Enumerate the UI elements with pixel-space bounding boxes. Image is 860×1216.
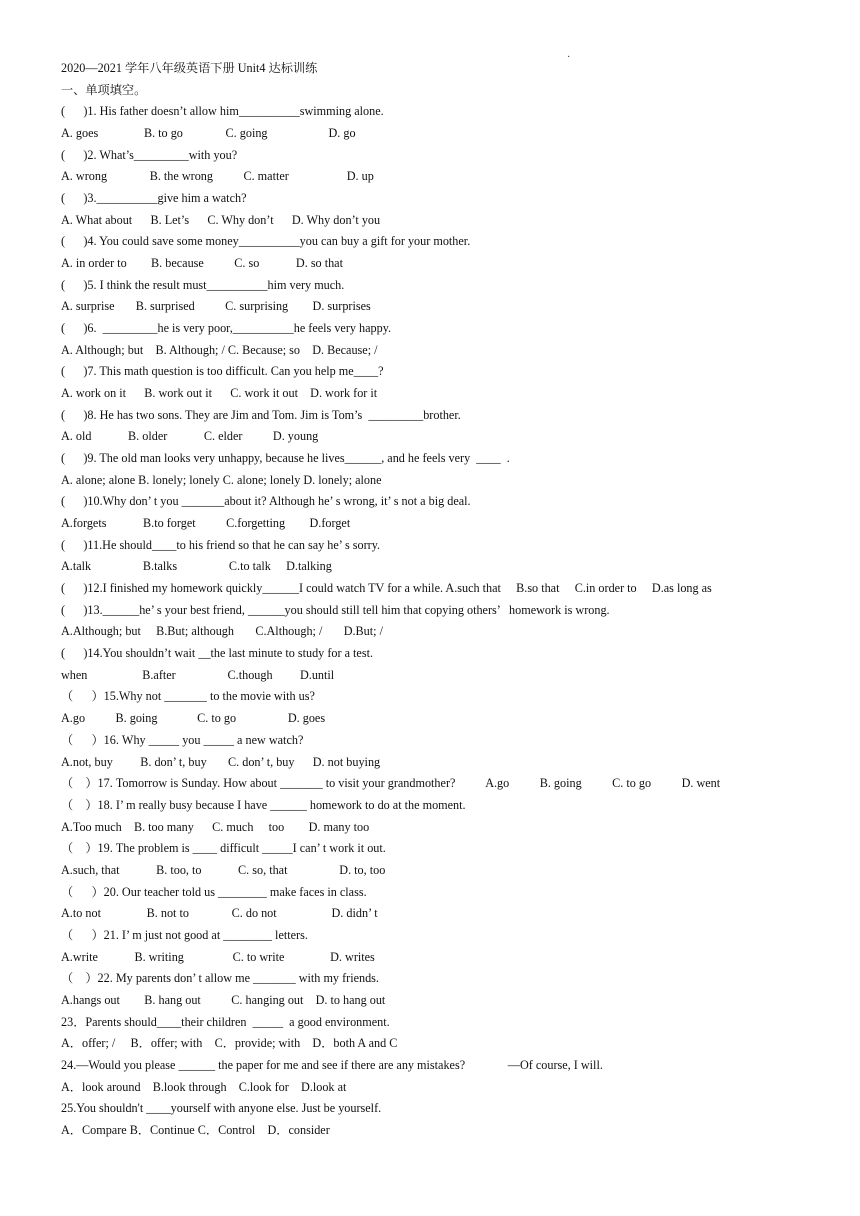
question-line: ( )11.He should____to his friend so that he can say he’ s sorry. xyxy=(61,537,381,552)
options-line: A.forgets B.to forget C.forgetting D.forget xyxy=(61,516,351,531)
question-line: （ ）16. Why _____ you _____ a new watch? xyxy=(61,732,304,747)
question-line: （ ）19. The problem is ____ difficult _____I can’ t work it out. xyxy=(61,841,386,856)
question-line: ( )2. What’s_________with you? xyxy=(61,147,238,162)
options-line: A.talk B.talks C.to talk D.talking xyxy=(61,559,332,574)
options-line: A. goes B. to go C. going D. go xyxy=(61,126,356,141)
question-line: ( )10.Why don’ t you _______about it? Although he’ s wrong, it’ s not a big deal. xyxy=(61,494,471,509)
stray-dot: · xyxy=(567,52,571,63)
options-line: A. in order to B. because C. so D. so that xyxy=(61,256,343,271)
question-line: （ ）21. I’ m just not good at ________ letters. xyxy=(61,927,308,942)
options-line: A. Although; but B. Although; / C. Because; so D. Because; / xyxy=(61,342,378,357)
question-line: 23．Parents should____their children _____ a good environment. xyxy=(61,1014,390,1029)
question-line: 24.—Would you please ______ the paper for me and see if there are any mistakes? —Of course, I will. xyxy=(61,1057,603,1072)
options-line: A. wrong B. the wrong C. matter D. up xyxy=(61,169,374,184)
options-line: A. alone; alone B. lonely; lonely C. alone; lonely D. lonely; alone xyxy=(61,472,382,487)
question-line: ( )9. The old man looks very unhappy, because he lives______, and he feels very ____ . xyxy=(61,451,510,466)
section-heading: 一、单项填空。 xyxy=(61,82,147,97)
question-line: 25.You shouldn't ____yourself with anyone else. Just be yourself. xyxy=(61,1101,382,1116)
options-line: A.write B. writing C. to write D. writes xyxy=(61,949,375,964)
options-line: A.such, that B. too, to C. so, that D. to, too xyxy=(61,862,386,877)
options-line: A. surprise B. surprised C. surprising D. surprises xyxy=(61,299,371,314)
options-line: A.to not B. not to C. do not D. didn’ t xyxy=(61,906,378,921)
question-line: ( )5. I think the result must__________him very much. xyxy=(61,277,345,292)
question-line: ( )6. _________he is very poor,__________he feels very happy. xyxy=(61,321,392,336)
options-line: A．offer; / B．offer; with C．provide; with D．both A and C xyxy=(61,1036,398,1051)
options-line: A.go B. going C. to go D. goes xyxy=(61,711,326,726)
question-line: ( )3.__________give him a watch? xyxy=(61,191,247,206)
options-line: A.not, buy B. don’ t, buy C. don’ t, buy D. not buying xyxy=(61,754,381,769)
options-line: when B.after C.though D.until xyxy=(61,667,335,682)
question-line: ( )7. This math question is too difficult. Can you help me____? xyxy=(61,364,384,379)
question-line: （ ）18. I’ m really busy because I have ______ homework to do at the moment. xyxy=(61,797,466,812)
options-line: A. work on it B. work out it C. work it out D. work for it xyxy=(61,386,378,401)
options-line: A.Too much B. too many C. much too D. many too xyxy=(61,819,370,834)
question-line: （ ）20. Our teacher told us ________ make faces in class. xyxy=(61,884,367,899)
options-line: A.hangs out B. hang out C. hanging out D. to hang out xyxy=(61,992,386,1007)
question-line: （ ）17. Tomorrow is Sunday. How about _______ to visit your grandmother? A.go B. going C. to go D. went xyxy=(61,776,721,791)
worksheet xyxy=(61,58,841,1142)
options-line: A．look around B.look through C.look for D.look at xyxy=(61,1079,347,1094)
worksheet-title: 2020—2021 学年八年级英语下册 Unit4 达标训练 xyxy=(61,61,318,75)
question-line: ( )14.You shouldn’t wait __the last minute to study for a test. xyxy=(61,646,374,661)
question-line: （ ）22. My parents don’ t allow me _______ with my friends. xyxy=(61,971,379,986)
question-line: （ ）15.Why not _______ to the movie with us? xyxy=(61,689,315,704)
question-line: ( )13.______he’ s your best friend, ______you should still tell him that copying others’ homework is wrong. xyxy=(61,602,610,617)
options-line: A.Although; but B.But; although C.Although; / D.But; / xyxy=(61,624,383,639)
options-line: A. What about B. Let’s C. Why don’t D. Why don’t you xyxy=(61,212,381,227)
question-line: ( )1. His father doesn’t allow him__________swimming alone. xyxy=(61,104,384,119)
options-line: A. old B. older C. elder D. young xyxy=(61,429,319,444)
question-line: ( )8. He has two sons. They are Jim and Tom. Jim is Tom’s _________brother. xyxy=(61,407,461,422)
question-line: ( )4. You could save some money__________you can buy a gift for your mother. xyxy=(61,234,471,249)
question-line: ( )12.I finished my homework quickly______I could watch TV for a while. A.such that B.so that C.in order to D.as long as xyxy=(61,581,712,596)
options-line: A．Compare B．Continue C．Control D．consider xyxy=(61,1122,330,1137)
question-list xyxy=(61,101,841,1141)
